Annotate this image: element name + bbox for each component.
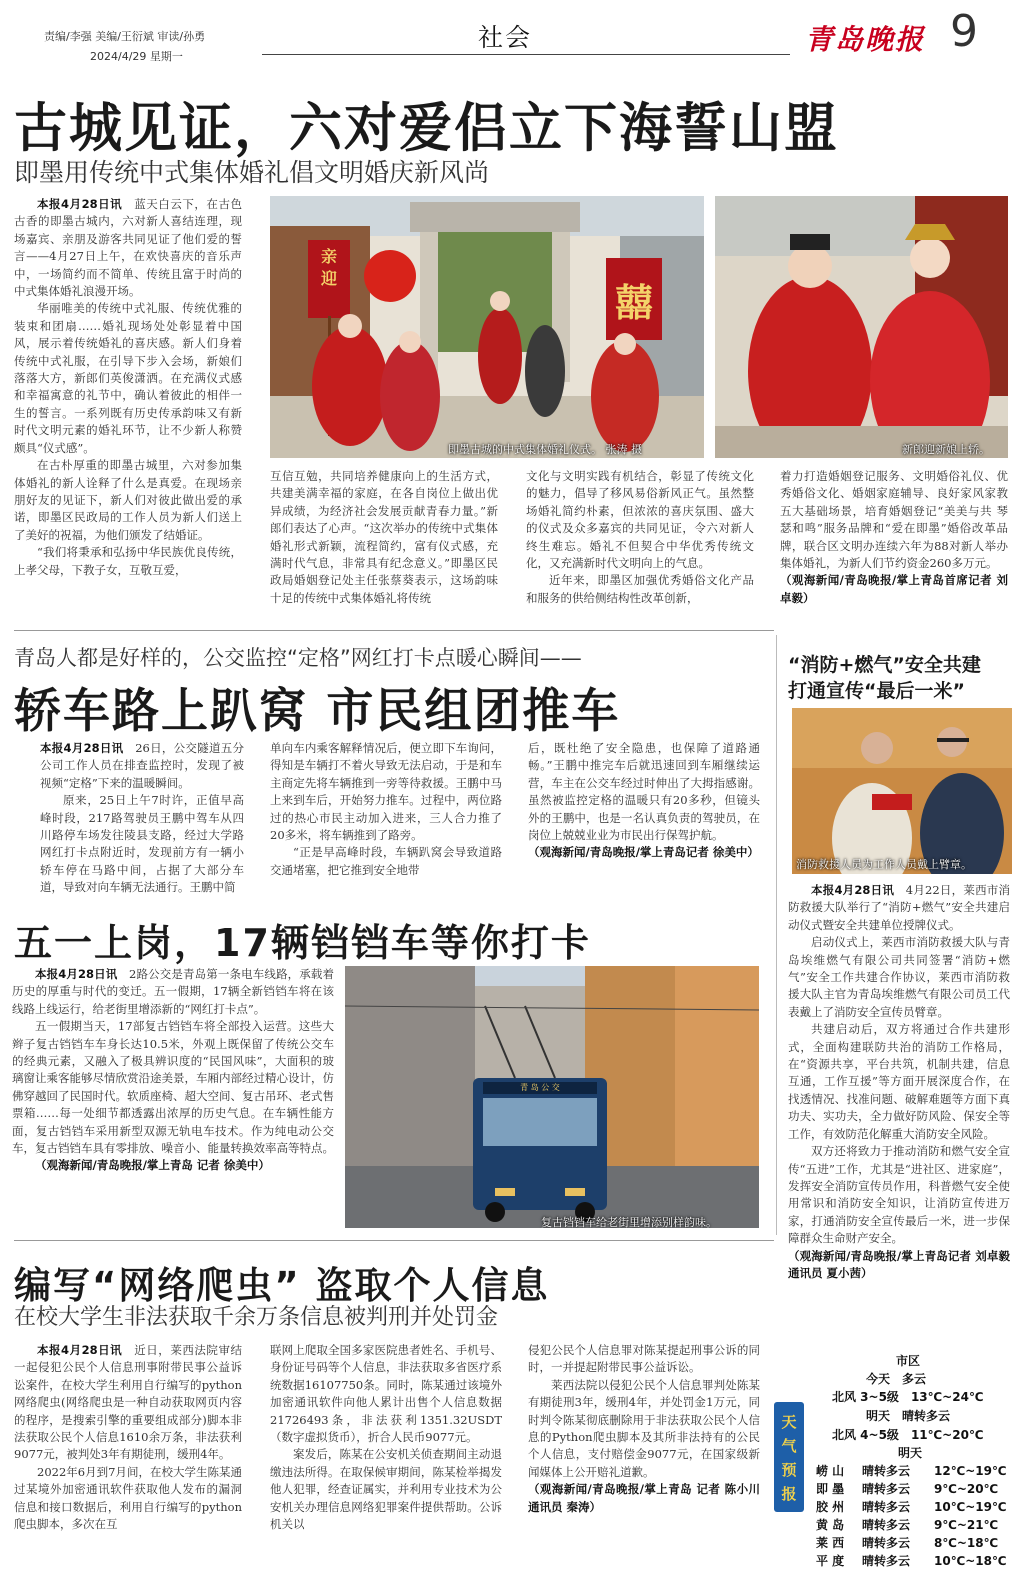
paragraph: 共建启动后，双方将通过合作共建形式，全面构建联防共治的消防工作格局，在“资源共享，平台共筑，机制共建，信息互通，工作互援”等方面开展深度合作，在找透情况、找准问题、破解难题等方面下真功夫、实功夫，全力做好防风险、保安全等工作，有效防范化解重大消防安全风险。: [788, 1022, 1010, 1141]
article2-column-1: 本报4月28日讯 26日，公交隧道五分公司工作人员在排查监控时，发现了被视频“定格”下来的温暖瞬间。 原来，25日上午7时许，正值早高峰时段，217路驾驶员王鹏中驾车从四川路停车场发往陵县支路，经过大学路网红打卡点附近时，发现前方有一辆小轿车停在马路中间，占据了大部分车道，导致对向车辆无法通行。王鹏中简: [40, 740, 244, 900]
byline: （观海新闻/青岛晚报/掌上青岛 记者 徐美中）: [35, 1158, 270, 1173]
district-row: 胶 州 晴转多云 10℃~19℃: [816, 1500, 1007, 1514]
weather-tomorrow-temp: 北风 4~5级 11℃~20℃: [832, 1428, 984, 1442]
byline: （观海新闻/青岛晚报/掌上青岛记者 刘卓毅 通讯员 夏小茜）: [788, 1248, 1010, 1280]
paragraph: 单向车内乘客解释情况后，便立即下车询问，得知是车辆打不着火导致无法启动，于是和车主商定先将车辆推到一旁等待救援。王鹏中马上来到车后，开始努力推车。过程中，两位路过的热心市民主动加入进来，三人合力推了20多米，将车辆推到了路旁。: [270, 741, 502, 843]
article2-column-2: [270, 740, 502, 900]
paragraph: 后，既杜绝了安全隐患，也保障了道路通畅。”王鹏中推完车后就迅速回到车厢继续运营，车主在公交车经过时伸出了大拇指感谢。虽然被监控定格的温暖只有20多秒，但镜头外的王鹏中，也是一名认真负责的驾驶员，在岗位上兢兢业业为市民出行保驾护航。: [528, 741, 760, 843]
article1-headline: 古城见证，六对爱侣立下海誓山盟: [14, 98, 839, 159]
dateline: 本报4月28日讯: [37, 197, 123, 211]
paragraph: 在古朴厚重的即墨古城里，六对参加集体婚礼的新人诠释了什么是真爱。在现场亲朋好友的见证下，新人们对彼此做出爱的承诺，即墨区民政局的工作人员为新人们送上了美好的祝福，为他们颁发了结婚证。: [14, 458, 242, 542]
groom-bride-photo: [715, 196, 1008, 458]
weather-today-temp: 北风 3~5级 13℃~24℃: [832, 1390, 984, 1404]
paragraph: 着力打造婚姻登记服务、文明婚俗礼仪、优秀婚俗文化、婚姻家庭辅导、良好家风家教五大基础场景，培育婚姻登记“美美与共 琴瑟和鸣”服务品牌和“爱在即墨”婚俗改革品牌，联合区文明办连续六年为88对新人举办集体婚礼，为新人们节约资金260多万元。: [780, 469, 1008, 571]
weather-tomorrow-label: 明天 晴转多云: [866, 1409, 951, 1423]
article2-kicker: 青岛人都是好样的，公交监控“定格”网红打卡点暖心瞬间——: [14, 646, 582, 670]
weather-district-list: [816, 1462, 1022, 1570]
divider: [14, 1240, 774, 1241]
weather-badge: [774, 1402, 804, 1512]
paragraph: “我们将秉承和弘扬中华民族优良传统，上孝父母，下教子女，互敬互爱，: [14, 545, 242, 577]
groom-bride-image: [715, 196, 1008, 458]
divider-vertical: [776, 635, 777, 1235]
district-row: 莱 西 晴转多云 8℃~18℃: [816, 1536, 999, 1550]
article4-column-1: 本报4月28日讯 近日，莱西法院审结一起侵犯公民个人信息刑事附带民事公益诉讼案件，在校大学生利用自行编写的python网络爬虫(网络爬虫是一种自动获取网页内容的程序，是搜索引擎的重要组成部分)脚本非法获取公民个人信息1610余万条，非法获利9077元，被判处3年有期徒刑，缓刑4年。 2022年6月到7月间，在校大学生陈某通过某境外加密通讯软件获取他人发布的漏洞信息和接口数据后，利用自行编写的python爬虫脚本，多次在互: [14, 1342, 242, 1570]
wedding-procession-image: [270, 196, 704, 458]
firefighter-image: [792, 708, 1012, 874]
paragraph: 案发后，陈某在公安机关侦查期间主动退缴违法所得。在取保候审期间，陈某检举揭发他人犯罪，经查证属实，并利用专业技术为公安机关办理信息网络犯罪案件提供帮助。公诉机关以: [270, 1447, 502, 1532]
editors-line: 责编/李强 美编/王衍斌 审读/孙勇: [44, 30, 206, 43]
article4-column-3: [528, 1342, 760, 1570]
trolley-bus-image: [345, 966, 759, 1228]
article5-headline-line2: 打通宣传“最后一米”: [788, 680, 965, 702]
trolley-bus-photo: [345, 966, 759, 1228]
paragraph: 双方还将致力于推动消防和燃气安全宣传“五进”工作，尤其是“进社区、进家庭”，发挥安全消防宣传员作用，科普燃气安全使用常识和消防安全知识，让消防宣传进万家，打通消防安全宣传最后一米，进一步保障群众生命财产安全。: [788, 1144, 1010, 1246]
district-row: 即 墨 晴转多云 9℃~20℃: [816, 1482, 999, 1496]
dateline: 本报4月28日讯: [811, 883, 895, 897]
article1-column-4: [780, 468, 1008, 623]
dateline: 本报4月28日讯: [37, 1343, 123, 1357]
paragraph: 莱西法院以侵犯公民个人信息罪判处陈某有期徒刑3年，缓刑4年，并处罚金1万元，同时判令陈某彻底删除用于非法获取公民个人信息的Python爬虫脚本及其所非法持有的公民个人信息，支付赔偿金9077元，在国家级新闻媒体上公开赔礼道歉。: [528, 1377, 760, 1479]
paragraph: 启动仪式上，莱西市消防救援大队与青岛埃维燃气有限公司共同签署“消防+燃气”安全工作共建合作协议，莱西市消防救援大队主官为青岛埃维燃气有限公司员工代表戴上了消防安全宣传员臂章。: [788, 935, 1010, 1019]
paragraph: 侵犯公民个人信息罪对陈某提起刑事公诉的同时，一并提起附带民事公益诉讼。: [528, 1343, 760, 1375]
article1-subheadline: 即墨用传统中式集体婚礼倡文明婚庆新风尚: [14, 158, 490, 187]
article4-headline: 编写“网络爬虫” 盗取个人信息: [14, 1264, 550, 1307]
paragraph: 五一假期当天，17部复古铛铛车将全部投入运营。这些大辫子复古铛铛车车身长达10.5米，外观上既保留了传统公交车的经典元素，又融入了极具辨识度的“民国风味”，大面积的玻璃窗让乘客能够尽情欣赏沿途美景，车厢内部经过精心设计，仿佛穿越回了民国时代。软质座椅、超大空间、复古吊环、老式售票箱……每一处细节都透露出浓厚的历史气息。在车辆性能方面，复古铛铛车采用新型双源无轨电车技术。作为纯电动公交车，复古铛铛车具有零排放、噪音小、能量转换效率高等特点。: [12, 1019, 334, 1156]
section-name: 社会: [478, 23, 533, 52]
photo-caption: 消防救援人员为工作人员戴上臂章。: [796, 858, 972, 871]
weather-region: 市区: [896, 1354, 921, 1368]
article2-column-3: [528, 740, 760, 900]
photo-caption: 即墨古城的中式集体婚礼仪式。 张涛 摄: [448, 443, 642, 456]
photo-caption: 复古铛铛车给老街里增添别样韵味。: [541, 1216, 717, 1228]
article1-column-2: [270, 468, 498, 623]
wedding-procession-photo: [270, 196, 704, 458]
paragraph: 文化与文明实践有机结合，彰显了传统文化的魅力，倡导了移风易俗新风正气。虽然整场婚礼简约朴素，但浓浓的喜庆氛围、盛大的仪式及众多嘉宾的共同见证，令六对新人终生难忘。婚礼不但契合中华优秀传统文化，又充满新时代文明向上的气息。: [526, 469, 754, 571]
firefighter-photo: [792, 708, 1012, 874]
paragraph: 2022年6月到7月间，在校大学生陈某通过某境外加密通讯软件获取他人发布的漏洞信息和接口数据后，利用自行编写的python爬虫脚本，多次在互: [14, 1464, 242, 1532]
article5-headline-line1: “消防+燃气”安全共建: [788, 654, 981, 676]
article4-column-2: [270, 1342, 502, 1570]
district-row: 黄 岛 晴转多云 9℃~21℃: [816, 1518, 999, 1532]
paragraph: 近年来，即墨区加强优秀婚俗文化产品和服务的供给侧结构性改革创新，: [526, 573, 754, 605]
weather-box: [774, 1348, 1024, 1572]
district-row: 平 度 晴转多云 10℃~18℃: [816, 1554, 1007, 1568]
paragraph: 原来，25日上午7时许，正值早高峰时段，217路驾驶员王鹏中驾车从四川路停车场发往陵县支路，经过大学路网红打卡点附近时，发现前方有一辆小轿车停在马路中间，占据了大部分车道，导致对向车辆无法通行。王鹏中简: [40, 793, 244, 895]
bus-destination-sign: 青 岛 公 交: [520, 1083, 560, 1092]
weather-badge-label: 天气预报: [781, 1413, 797, 1503]
article5-body: 本报4月28日讯 4月22日，莱西市消防救援大队举行了“消防+燃气”安全共建启动仪式暨安全共建单位授牌仪式。 启动仪式上，莱西市消防救援大队与青岛埃维燃气有限公司共同签署“消防+燃气”安全工作共建合作协议，莱西市消防救援大队主官为青岛埃维燃气有限公司员工代表戴上了消防安全宣传员臂章。 共建启动后，双方将通过合作共建形式，全面构建联防共治的消防工作格局，在“资源共享，平台共筑，机制共建，信息互通，工作互援”等方面开展深度合作，在找透情况、找准问题、破解难题等方面下真功夫、实功夫，全力做好防风险、保安全等工作，有效防范化解重大消防安全风险。 双方还将致力于推动消防和燃气安全宣传“五进”工作，尤其是“进社区、进家庭”，发挥安全消防宣传员作用，科普燃气安全使用常识和消防安全知识，让消防宣传进万家，打通消防安全宣传最后一米，进一步保障群众生命财产安全。 （观海新闻/青岛晚报/掌上青岛记者 刘卓毅 通讯员 夏小茜）: [788, 882, 1010, 1332]
page-header: [0, 0, 1024, 80]
byline: （观海新闻/青岛晚报/掌上青岛记者 徐美中）: [528, 845, 759, 860]
weather-districts-label: 明天: [898, 1446, 923, 1460]
divider: [14, 630, 774, 631]
photo-caption: 新郎迎新娘上轿。: [902, 443, 990, 456]
header-rule: [262, 54, 790, 55]
district-row: 崂 山 晴转多云 12℃~19℃: [816, 1464, 1007, 1478]
sign-xi: 囍: [614, 281, 653, 325]
article1-column-1: 本报4月28日讯 蓝天白云下，在古色古香的即墨古城内，六对新人喜结连理，现场嘉宾、亲朋及游客共同见证了他们爱的誓言——4月27日上午，在欢快喜庆的音乐声中，一场简约而不简单、传统且富于时尚的中式集体婚礼浪漫开场。 华丽唯美的传统中式礼服、传统优雅的装束和团扇……婚礼现场处处彰显着中国风，展示着传统婚礼的喜庆感。新人们身着传统中式礼服，在引导下步入会场，新娘们落落大方，新郎们英俊潇洒。在充满仪式感和幸福寓意的礼节中，确认着彼此的相伴一生的誓言。一系列既有历史传承韵味又有新时代文明元素的婚礼环节，让不少新人称赞颇具“仪式感”。 在古朴厚重的即墨古城里，六对参加集体婚礼的新人诠释了什么是真爱。在现场亲朋好友的见证下，新人们对彼此做出爱的承诺，即墨区民政局的工作人员为新人们送上了美好的祝福，为他们颁发了结婚证。 “我们将秉承和弘扬中华民族优良传统，上孝父母，下教子女，互敬互爱，: [14, 196, 242, 620]
article1-column-3: [526, 468, 754, 623]
masthead-logo: 青岛晚报: [805, 23, 926, 56]
paragraph: 联网上爬取全国多家医院患者姓名、手机号、身份证号码等个人信息，非法获取多省医疗系统数据16107750条。同时，陈某通过该境外加密通讯软件向他人累计出售个人信息数据21726493条，非法获利1351.32USDT（数字虚拟货币），折合人民币9077元。: [270, 1343, 502, 1445]
article2-headline: 轿车路上趴窝 市民组团推车: [14, 684, 621, 739]
issue-date: 2024/4/29 星期一: [90, 50, 183, 63]
sign-qinying: 亲迎: [320, 247, 337, 288]
paragraph: 华丽唯美的传统中式礼服、传统优雅的装束和团扇……婚礼现场处处彰显着中国风，展示着传统婚礼的喜庆感。新人们身着传统中式礼服，在引导下步入会场，新娘们落落大方，新郎们英俊潇洒。在充满仪式感和幸福寓意的礼节中，确认着彼此的相伴一生的誓言。一系列既有历史传承韵味又有新时代文明元素的婚礼环节，让不少新人称赞颇具“仪式感”。: [14, 301, 242, 455]
article4-subheadline: 在校大学生非法获取千余万条信息被判刑并处罚金: [14, 1305, 499, 1330]
dateline: 本报4月28日讯: [40, 741, 124, 755]
page-number: 9: [950, 6, 978, 57]
dateline: 本报4月28日讯: [35, 967, 118, 981]
article3-body: 本报4月28日讯 2路公交是青岛第一条电车线路，承载着历史的厚重与时代的变迁。五一假期，17辆全新铛铛车将在该线路上线运行，给老街里增添新的“网红打卡点”。 五一假期当天，17部复古铛铛车将全部投入运营。这些大辫子复古铛铛车车身长达10.5米，外观上既保留了传统公交车的经典元素，又融入了极具辨识度的“民国风味”，大面积的玻璃窗让乘客能够尽情欣赏沿途美景，车厢内部经过精心设计，仿佛穿越回了民国时代。软质座椅、超大空间、复古吊环、老式售票箱……每一处细节都透露出浓厚的历史气息。在车辆性能方面，复古铛铛车采用新型双源无轨电车技术。作为纯电动公交车，复古铛铛车具有零排放、噪音小、能量转换效率高等特点。 （观海新闻/青岛晚报/掌上青岛 记者 徐美中）: [12, 966, 334, 1228]
byline: （观海新闻/青岛晚报/掌上青岛 记者 陈小川 通讯员 秦涛）: [528, 1482, 760, 1514]
article3-headline: 五一上岗，17辆铛铛车等你打卡: [14, 921, 591, 965]
paragraph: “正是早高峰时段，车辆趴窝会导致道路交通堵塞，把它推到安全地带: [270, 845, 502, 877]
byline: （观海新闻/青岛晚报/掌上青岛首席记者 刘卓毅）: [780, 573, 1008, 605]
paragraph: 互信互勉，共同培养健康向上的生活方式，共建美满幸福的家庭，在各自岗位上做出优异成绩，为经济社会发展贡献青春力量。”新郎们表达了心声。“这次举办的传统中式集体婚礼形式新颖，流程简约，富有仪式感，充满时代气息，非常具有纪念意义。”即墨区民政局婚姻登记处主任张蔡葵表示，这场韵味十足的传统中式集体婚礼将传统: [270, 469, 498, 605]
weather-today-label: 今天 多云: [866, 1372, 927, 1386]
